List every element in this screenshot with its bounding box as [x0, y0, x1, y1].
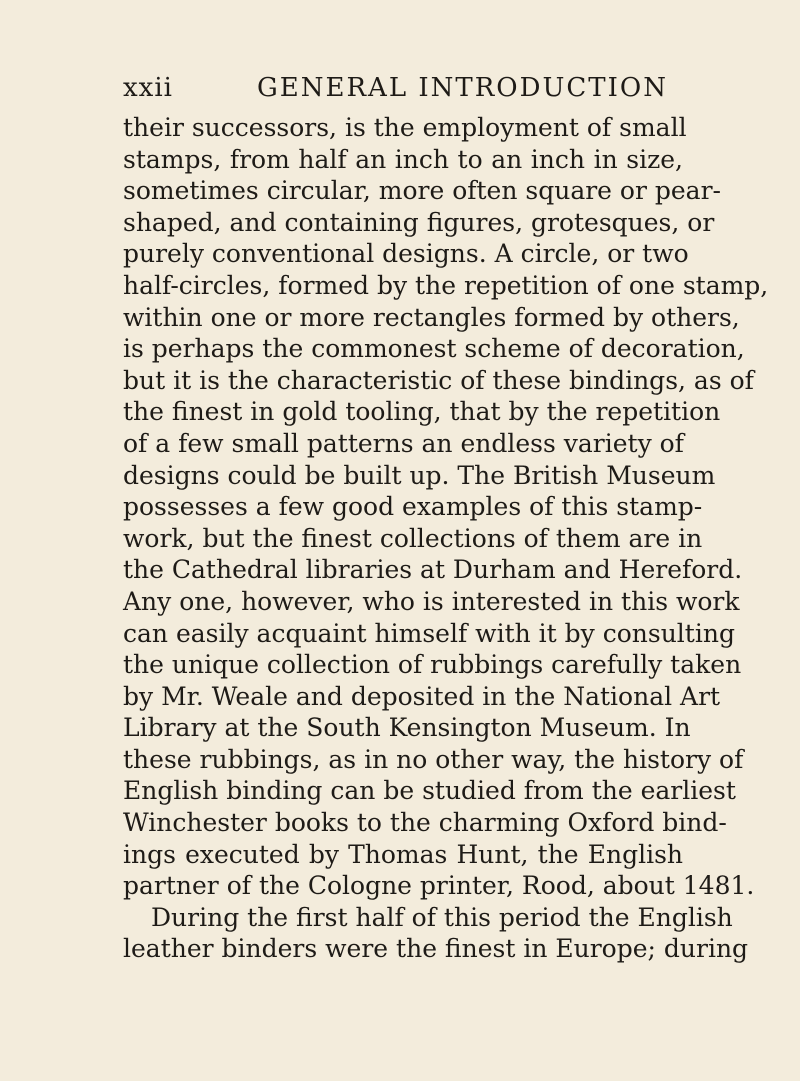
- text-line: can easily acquaint himself with it by consulting: [123, 618, 735, 648]
- text-line: English binding can be studied from the earliest: [123, 776, 736, 806]
- text-line: the unique collection of rubbings carefully taken: [123, 650, 742, 680]
- text-line: During the first half of this period the English: [151, 902, 733, 932]
- text-line: their successors, is the employment of small: [123, 113, 687, 142]
- chapter-title: GENERAL INTRODUCTION: [257, 73, 668, 103]
- text-line: Any one, however, who is interested in this work: [123, 586, 740, 616]
- text-line: but it is the characteristic of these bindings, as of: [123, 365, 754, 395]
- text-line: is perhaps the commonest scheme of decoration,: [123, 334, 745, 364]
- text-line: designs could be built up. The British Museum: [123, 460, 716, 490]
- text-line: the Cathedral libraries at Durham and Hereford.: [123, 555, 743, 585]
- text-line: the finest in gold tooling, that by the repetition: [123, 397, 721, 427]
- text-line: these rubbings, as in no other way, the history of: [123, 744, 744, 774]
- text-line: work, but the finest collections of them are in: [123, 523, 703, 553]
- text-line: purely conventional designs. A circle, or two: [123, 239, 689, 269]
- text-line: sometimes circular, more often square or pear-: [123, 176, 721, 206]
- text-line: leather binders were the finest in Europe; during: [123, 934, 749, 964]
- text-line: by Mr. Weale and deposited in the National Art: [123, 681, 721, 711]
- running-header: [123, 68, 683, 108]
- text-line: shaped, and containing figures, grotesques, or: [123, 207, 715, 237]
- text-line: possesses a few good examples of this stamp-: [123, 492, 703, 522]
- text-line: Winchester books to the charming Oxford bind-: [123, 808, 727, 838]
- page-number: xxii: [123, 73, 173, 103]
- text-line: ings executed by Thomas Hunt, the English: [123, 839, 683, 869]
- text-line: within one or more rectangles formed by others,: [123, 302, 740, 332]
- body-text: [123, 112, 769, 965]
- text-line: stamps, from half an inch to an inch in size,: [123, 144, 683, 174]
- text-line: partner of the Cologne printer, Rood, about 1481.: [123, 871, 755, 901]
- text-line: half-circles, formed by the repetition of one stamp,: [123, 270, 769, 300]
- text-line: Library at the South Kensington Museum. In: [123, 713, 691, 743]
- text-line: of a few small patterns an endless variety of: [123, 428, 684, 458]
